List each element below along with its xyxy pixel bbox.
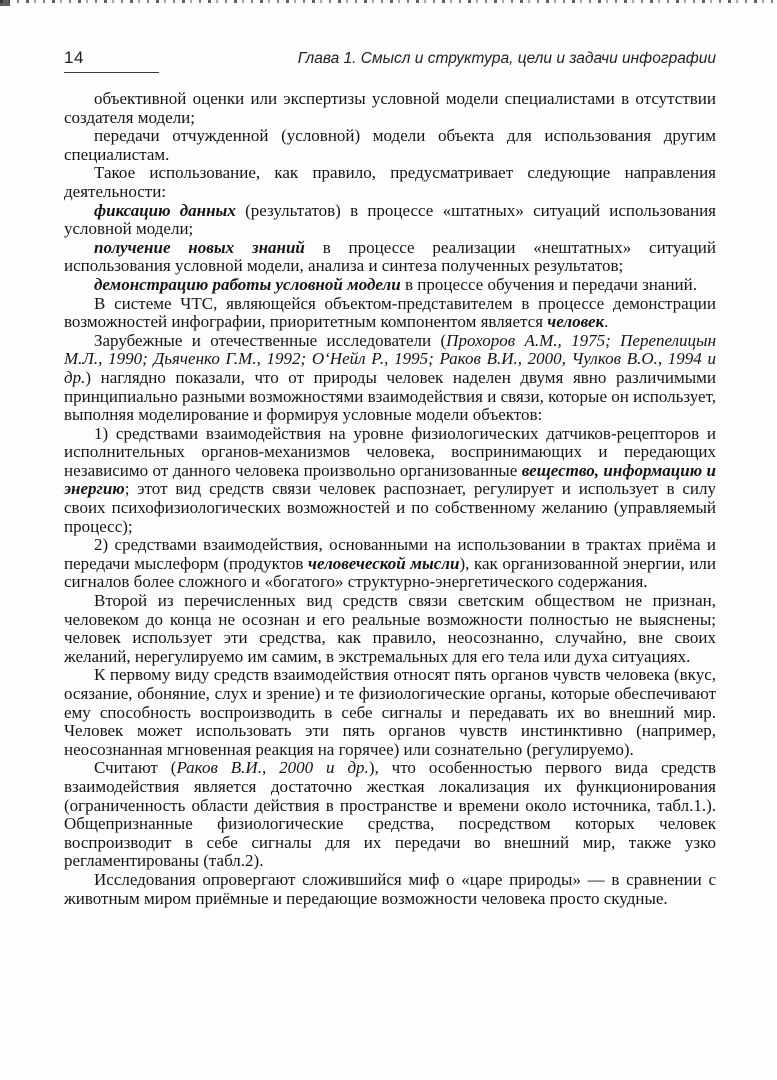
text-segment: Зарубежные и отечественные исследователи ( [94, 330, 447, 350]
text-segment: Такое использование, как правило, предусматривает следующие направления деятельности: [64, 163, 716, 201]
text-segment: ; этот вид средств связи человек распознает, регулирует и использует в силу своих психофизиологических возможностей и по собственному желанию (управляемый процесс); [64, 479, 716, 536]
paragraph [64, 425, 716, 537]
paragraph [64, 759, 716, 871]
text-segment: демонстрацию работы условной модели [94, 274, 401, 294]
text-segment: передачи отчужденной (условной) модели объекта для использования другим специалистам. [64, 126, 716, 164]
text-segment: Второй из перечисленных вид средств связи светским обществом не признан, человеком до конца не осознан и его реальные возможности полностью не выяснены; человек использует эти средства, как правило, неосознанно, случайно, вне своих желаний, нерегулируемо им самим, в экстремальных для его тела или духа ситуациях. [64, 591, 716, 666]
paragraph [64, 127, 716, 164]
page-header [64, 48, 716, 73]
paragraph [64, 164, 716, 201]
text-segment: вещество, информацию и энергию [64, 460, 716, 499]
scan-corner-blot [0, 0, 10, 6]
text-segment: ), что особенностью первого вида средств взаимодействия является достаточно жесткая локализация их функционирования (ограниченность области действия в пространстве и времени около источника, табл.1.). Общепризнанные физиологические средства, посредством которых человек воспроизводит в себе сигналы для их передачи во внешний мир, также узко регламентированы (табл.2). [64, 758, 717, 871]
text-segment: 2) средствами взаимодействия, основанными на использовании в трактах приёма и передачи мыслеформ (продуктов [64, 535, 716, 573]
text-block [64, 90, 716, 908]
text-segment: в процессе обучения и передачи знаний. [400, 274, 697, 294]
text-segment: В системе ЧТС, являющейся объектом-представителем в процессе демонстрации возможностей инфографии, приоритетным компонентом является [64, 293, 716, 332]
paragraph [64, 666, 716, 759]
paragraph [64, 295, 716, 332]
text-segment: . [604, 312, 609, 332]
paragraph [64, 871, 716, 908]
text-segment: объективной оценки или экспертизы условной модели специалистами в отсутствии создателя модели; [64, 89, 716, 127]
text-segment: К первому виду средств взаимодействия относят пять органов чувств человека (вкус, осязание, обоняние, слух и зрение) и те физиологические органы, которые обеспечивают ему способность воспроизводить в себе сигналы и передавать их во внешний мир. Человек может использовать эти пять органов чувств инстинктивно (например, неосознанная мгновенная реакция на горячее) или сознательно (регулируемо). [64, 665, 716, 759]
text-segment: Считают ( [94, 758, 177, 778]
scan-noise-strip [0, 0, 777, 3]
text-segment: человеческой мысли [308, 553, 460, 573]
page-number-rule [64, 48, 159, 73]
paragraph [64, 239, 716, 276]
text-segment: Прохоров А.М., 1975; Перепелицын М.Л., 1990; Дьяченко Г.М., 1992; О‘Нейл Р., 1995; Раков В.И., 2000, Чулков В.О., 1994 и др. [64, 330, 717, 387]
text-segment: фиксацию данных [94, 200, 236, 220]
page-number: 14 [64, 48, 84, 67]
paragraph [64, 90, 716, 127]
paragraph [64, 592, 716, 666]
paragraph [64, 276, 716, 295]
text-segment: ), как организованной энергии, или сигналов более сложного и «богатого» структурно-энергетического содержания. [64, 553, 716, 592]
text-segment: в процессе реализации «нештатных» ситуаций использования условной модели, анализа и синтеза полученных результатов; [64, 237, 716, 276]
text-segment: 1) средствами взаимодействия на уровне физиологических датчиков-рецепторов и исполнительных органов-механизмов человека, воспринимающих и передающих независимо от данного человека произвольно организованные [64, 423, 716, 480]
running-chapter-title: Глава 1. Смысл и структура, цели и задачи инфографии [297, 50, 716, 67]
text-segment: получение новых знаний [94, 237, 305, 257]
text-segment: Исследования опровергают сложившийся миф о «царе природы» — в сравнении с животным миром приёмные и передающие возможности человека просто скудные. [64, 869, 716, 908]
paragraph [64, 536, 716, 592]
paragraph [64, 332, 716, 425]
text-segment: Раков В.И., 2000 и др. [176, 758, 369, 778]
paragraph [64, 202, 716, 239]
text-segment: (результатов) в процессе «штатных» ситуаций использования условной модели; [64, 200, 716, 239]
text-segment: ) наглядно показали, что от природы человек наделен двумя явно различимыми принципиально разными возможностями взаимодействия и связи, которые он использует, выполняя моделирование и формируя условные модели объектов: [64, 367, 716, 425]
text-segment: человек [547, 312, 605, 332]
